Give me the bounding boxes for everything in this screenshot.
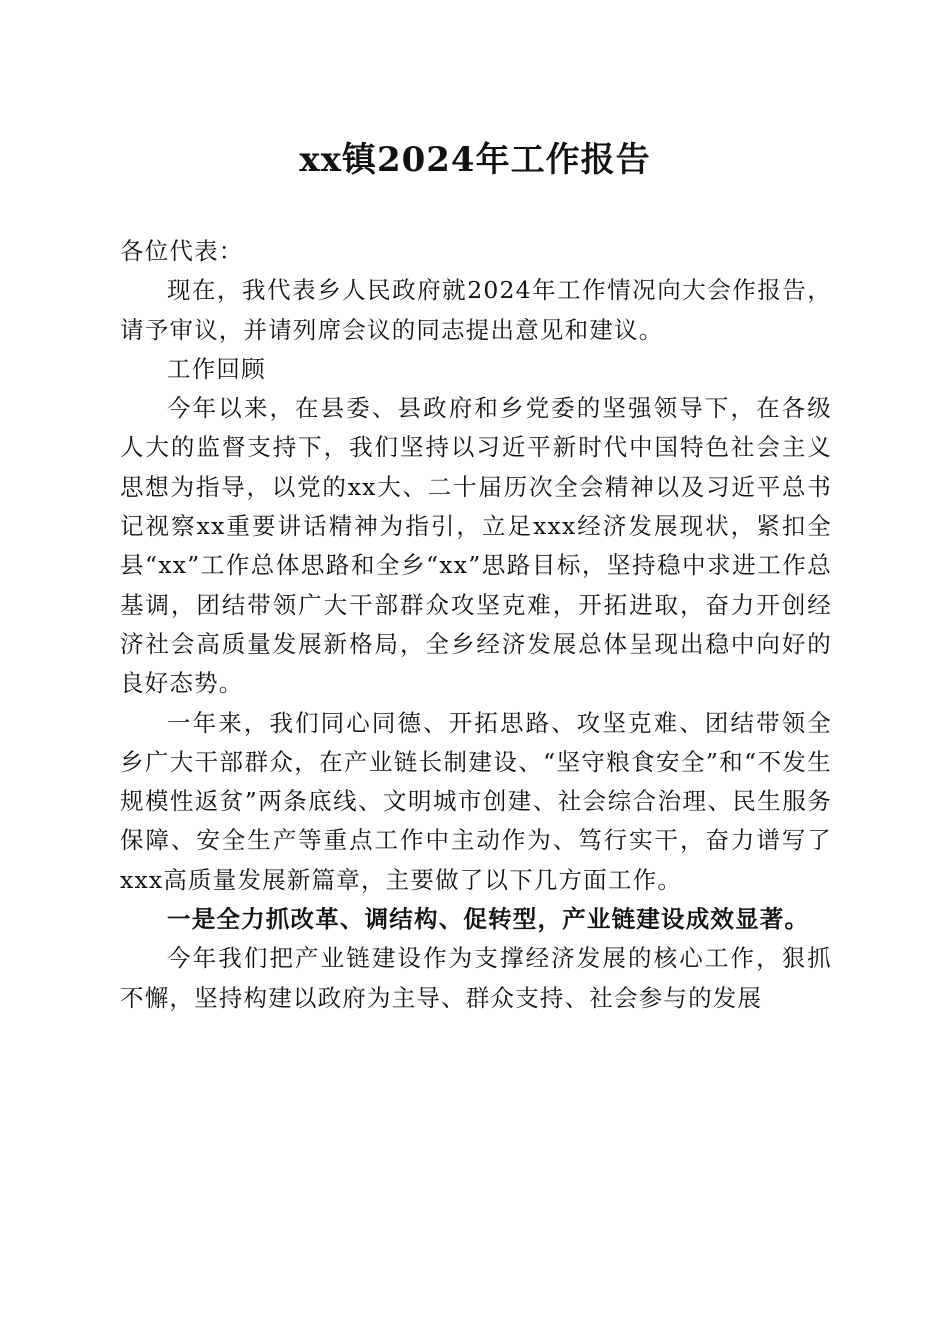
subheading-industry-chain: 一是全力抓改革、调结构、促转型，产业链建设成效显著。 xyxy=(167,905,810,934)
paragraph-year-summary: 一年来，我们同心同德、开拓思路、攻坚克难、团结带领全乡广大干部群众，在产业链长制建设、“坚守粮食安全”和“不发生规模性返贫”两条底线、文明城市创建、社会综合治理、民生服务保障、安全生产等重点工作中主动作为、笃行实干，奋力谱写了xxx高质量发展新篇章，主要做了以下几方面工作。 xyxy=(120,708,832,894)
paragraph-industry-chain: 今年我们把产业链建设作为支撑经济发展的核心工作，狠抓不懈，坚持构建以政府为主导、群众支持、社会参与的发展 xyxy=(120,944,832,1012)
section-heading-review: 工作回顾 xyxy=(167,354,266,383)
document-title: xx镇2024年工作报告 xyxy=(299,140,651,180)
salutation: 各位代表： xyxy=(120,237,244,265)
paragraph-intro: 现在，我代表乡人民政府就2024年工作情况向大会作报告，请予审议，并请列席会议的同志提出意见和建议。 xyxy=(120,276,832,344)
paragraph-overview: 今年以来，在县委、县政府和乡党委的坚强领导下，在各级人大的监督支持下，我们坚持以习近平新时代中国特色社会主义思想为指导，以党的xx大、二十届历次全会精神以及习近平总书记视察xx重要讲话精神为指引，立足xxx经济发展现状，紧扣全县“xx”工作总体思路和全乡“xx”思路目标，坚持稳中求进工作总基调，团结带领广大干部群众攻坚克难，开拓进取，奋力开创经济社会高质量发展新格局，全乡经济发展总体呈现出稳中向好的良好态势。 xyxy=(120,394,832,698)
document-body xyxy=(120,232,832,1018)
